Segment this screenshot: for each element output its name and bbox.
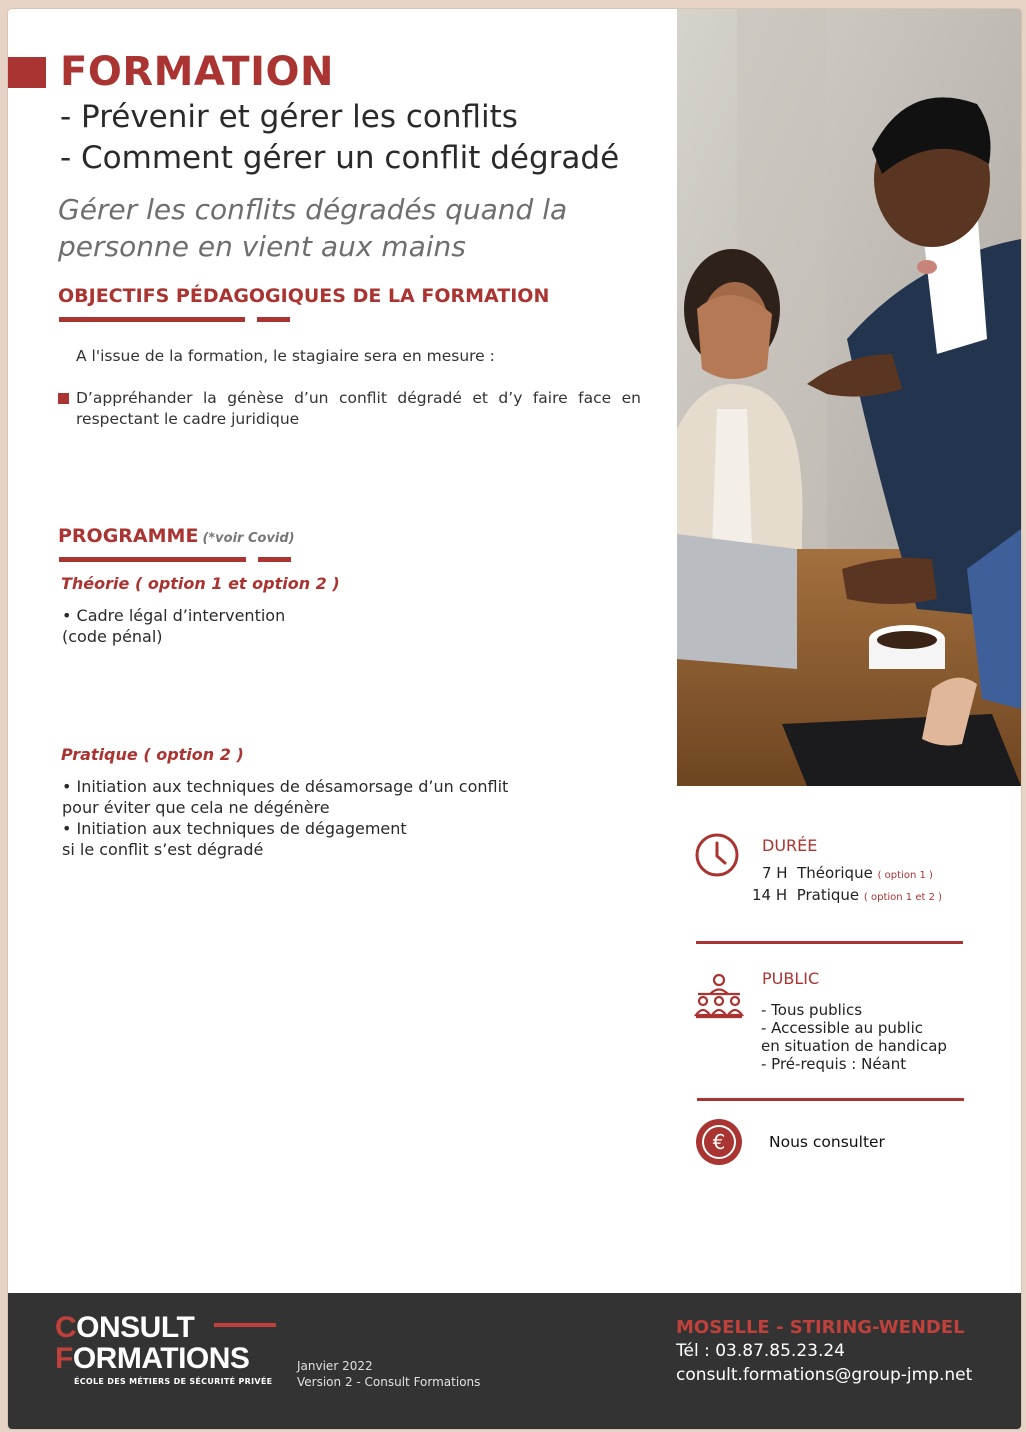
heading-underline <box>59 557 246 562</box>
logo-bar <box>214 1323 276 1327</box>
clock-icon <box>694 832 740 882</box>
title-marker <box>8 57 46 88</box>
logo-line-2 <box>55 1342 249 1376</box>
duration-theory <box>762 864 933 882</box>
duration-practice-note: ( option 1 et 2 ) <box>863 892 943 903</box>
programme-heading <box>58 525 295 547</box>
page-title: FORMATION <box>60 49 334 95</box>
audience-icon <box>694 971 744 1027</box>
duration-title: DURÉE <box>762 836 818 855</box>
logo-line-1 <box>55 1311 194 1345</box>
duration-theory-label: Théorique <box>797 864 873 882</box>
footer <box>8 1293 1021 1429</box>
footer-version-text: Version 2 - Consult Formations <box>297 1375 481 1389</box>
duration-practice-label: Pratique <box>796 886 860 904</box>
footer-phone: Tél : 03.87.85.23.24 <box>676 1341 845 1361</box>
euro-icon <box>694 1117 744 1171</box>
programme-note: (*voir Covid) <box>202 531 295 546</box>
brochure-page <box>8 9 1021 1429</box>
course-title-2: - Comment gérer un conflit dégradé <box>60 140 620 176</box>
duration-practice-hours: 14 H <box>752 886 788 904</box>
info-separator <box>697 1098 964 1101</box>
logo-word-1: ONSULT <box>76 1311 195 1344</box>
logo-word-2: ORMATIONS <box>72 1342 250 1375</box>
objectives-intro: A l'issue de la formation, le stagiaire sera en mesure : <box>76 347 495 365</box>
heading-underline-short <box>257 317 290 322</box>
practice-content: • Initiation aux techniques de désamorsage d’un conflit pour éviter que cela ne dégénère • Initiation aux techniques de dégagement si le conflit s’est dégradé <box>62 777 509 859</box>
theory-heading: Théorie ( option 1 et option 2 ) <box>61 574 340 593</box>
objectives-heading: OBJECTIFS PÉDAGOGIQUES DE LA FORMATION <box>58 285 550 307</box>
conflict-photo-illustration <box>677 9 1021 786</box>
duration-theory-note: ( option 1 ) <box>877 870 933 881</box>
logo-initial-c: C <box>55 1311 77 1344</box>
duration-theory-hours: 7 H <box>762 864 788 882</box>
duration-practice <box>752 886 942 904</box>
conflict-photo <box>677 9 1021 786</box>
logo-initial-f: F <box>55 1342 73 1375</box>
footer-region: MOSELLE - STIRING-WENDEL <box>676 1317 965 1338</box>
course-tagline: Gérer les conflits dégradés quand la personne en vient aux mains <box>58 193 568 263</box>
public-details: - Tous publics - Accessible au public en situation de handicap - Pré-requis : Néant <box>761 1001 947 1073</box>
public-title: PUBLIC <box>762 969 820 988</box>
footer-version <box>297 1358 480 1390</box>
heading-underline <box>59 317 245 322</box>
svg-text:€: € <box>712 1130 726 1154</box>
price-text: Nous consulter <box>769 1133 885 1151</box>
info-separator <box>696 941 963 944</box>
theory-content: • Cadre légal d’intervention (code pénal) <box>62 606 286 646</box>
course-title-1: - Prévenir et gérer les conflits <box>60 99 518 135</box>
objective-item: D’appréhander la génèse d’un conflit dégradé et d’y faire face en respectant le cadre juridique <box>76 389 641 428</box>
footer-date: Janvier 2022 <box>297 1359 373 1373</box>
practice-heading: Pratique ( option 2 ) <box>61 745 244 764</box>
footer-email: consult.formations@group-jmp.net <box>676 1365 973 1385</box>
programme-heading-label: PROGRAMME <box>58 525 199 547</box>
logo-tagline: ÉCOLE DES MÉTIERS DE SÉCURITÉ PRIVÉE <box>74 1377 273 1386</box>
bullet-marker <box>58 393 69 404</box>
heading-underline-short <box>258 557 291 562</box>
